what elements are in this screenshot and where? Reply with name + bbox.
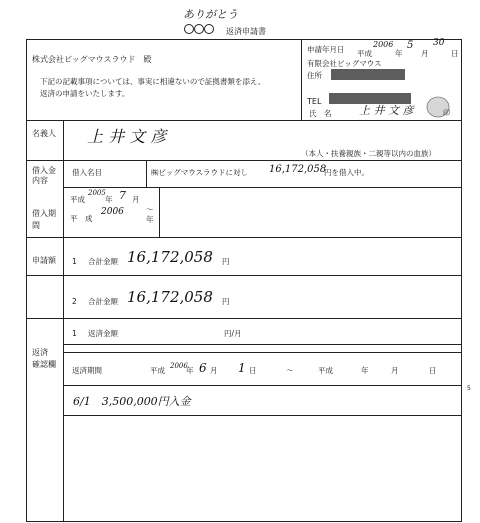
loan-label: 借入金内容 [32,166,56,185]
period-from-year-unit: 年 [105,195,113,204]
loan-amount: 16,172,058 [269,164,327,175]
row-line-repay-2 [63,352,462,353]
name-label: 氏 名 [309,109,332,118]
row-line-loan [63,187,462,188]
repayment-period-label: 返済期間 [72,366,102,375]
date-era: 平成 [357,49,372,58]
repayment-to-year-unit: 年 [361,366,369,375]
loan-desc-prefix: ㈱ビッグマウスラウドに対し [151,168,248,177]
row-line-repay-1 [63,344,462,345]
request-label: 申請額 [32,256,56,265]
repayment-item1-no: 1 [72,329,77,338]
date-year-unit: 年 [395,49,403,58]
repayment-to-day-unit: 日 [429,366,437,375]
repayment-item1-label: 返済金額 [88,329,118,338]
repayment-from-day-unit: 日 [249,366,257,375]
request-item2-label: 合計金額 [88,297,118,306]
period-to-year: 2006 [101,207,124,217]
addressee-company: 株式会社ビッグマウスラウド 殿 [32,55,152,64]
applicant-name: 上 井 文 彦 [359,104,414,117]
frame-left [26,39,27,522]
repayment-item1-unit: 円/月 [224,329,242,338]
period-from-era: 平成 [70,195,85,204]
repayment-from-year: 2006 [170,362,188,370]
request-item1-label: 合計金額 [88,257,118,266]
margin-mark: 5 [467,385,471,392]
page-title: 返済申請書 [226,27,266,36]
tel-label: TEL [307,97,322,106]
period-box-right [159,187,160,237]
repayment-from-year-unit: 年 [186,366,194,375]
row-line-request-2 [26,318,462,319]
seal [426,95,452,119]
lender-divider [146,161,147,187]
period-to-year-unit: 年 [146,215,154,224]
repayment-from-month-unit: 月 [210,366,218,375]
repayment-to-era: 平成 [318,366,333,375]
period-tilde: ～ [146,205,154,214]
logo-circles-icon [183,23,223,35]
label-column-divider [63,120,64,521]
date-year: 2006 [373,40,394,49]
row-line-period [26,237,462,238]
repayment-label-2: 確認欄 [32,360,56,369]
period-from-month-unit: 月 [132,195,140,204]
request-item1-amount: 16,172,058 [127,248,213,266]
date-day-unit: 日 [451,49,459,58]
period-from-year: 2005 [88,189,106,197]
date-month-unit: 月 [421,49,429,58]
date-label: 申請年月日 [307,45,345,54]
frame-right [461,39,462,522]
name-row-note: （本人・扶養親族・二親等以内の血族） [301,149,436,158]
address-label: 住所 [307,71,322,80]
statement-line-1: 下記の記載事項については、事実に相違ないので証拠書類を添え、 [40,77,266,86]
logo-text: ありがとう [183,8,238,21]
request-item1-no: 1 [72,257,77,266]
row-line-header [26,120,462,121]
repayment-note: 6/1 3,500,000円入金 [73,395,191,408]
header-divider [301,39,302,120]
repayment-from-month: 6 [199,361,207,375]
row-line-repay-4 [63,415,462,416]
redacted-address [331,69,405,80]
row-line-request [26,275,462,276]
statement-line-2: 返済の申請をいたします。 [40,89,130,98]
seal-label: 印 [443,109,450,117]
date-day: 30 [433,38,445,48]
row-line-name [26,160,462,161]
repayment-to-month-unit: 月 [391,366,399,375]
row-line-repay-3 [63,385,462,386]
name-row-name: 上 井 文 彦 [87,127,167,146]
period-from-month: 7 [119,189,126,202]
lender-label: 借入名目 [72,168,102,177]
name-row-label: 名義人 [32,129,56,138]
repayment-from-day: 1 [238,361,246,375]
request-item1-unit: 円 [222,257,230,266]
repayment-tilde: ～ [286,366,294,375]
applicant-company: 有限会社ビッグマウス [307,59,382,68]
request-item2-amount: 16,172,058 [127,288,213,306]
period-to-era: 平 成 [70,214,93,223]
period-label: 借入期間 [32,209,56,230]
loan-desc-suffix: 円を借入中。 [324,168,369,177]
date-month: 5 [407,40,414,51]
repayment-from-era: 平成 [150,366,165,375]
frame-bottom [26,521,462,522]
request-item2-no: 2 [72,297,77,306]
request-item2-unit: 円 [222,297,230,306]
repayment-label-1: 返済 [32,348,48,357]
frame-top [26,39,462,40]
